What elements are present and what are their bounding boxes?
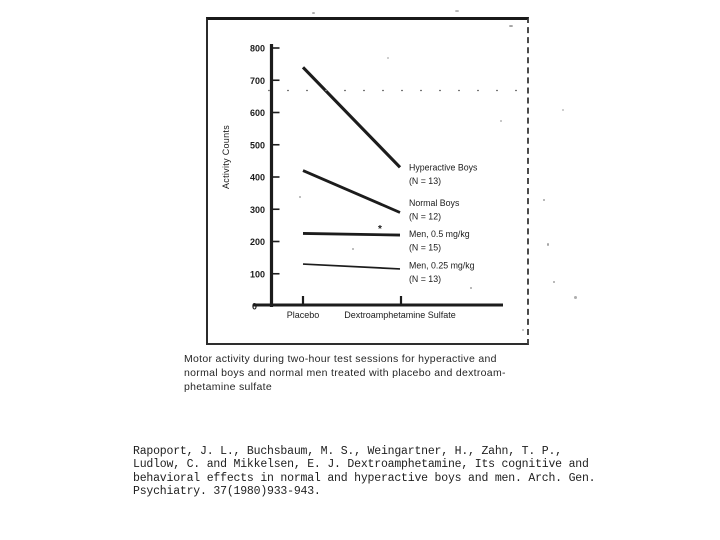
y-tick-label: 700 (249, 75, 265, 86)
y-tick-label: 800 (249, 43, 265, 54)
y-tick-label: 400 (249, 172, 265, 183)
y-tick-label: 100 (249, 269, 265, 280)
y-tick-label: 300 (249, 204, 265, 215)
y-tick-label: 600 (249, 108, 265, 118)
citation-line-1: Rapoport, J. L., Buchsbaum, M. S., Weingartner, H., Zahn, T. P., (133, 445, 562, 458)
series-line (303, 67, 400, 167)
series-line (303, 233, 400, 235)
series-label-n: (N = 12) (409, 211, 442, 222)
y-tick-label: 500 (249, 140, 265, 151)
y-tick-label: 0 (251, 301, 257, 312)
citation-line-2: Ludlow, C. and Mikkelsen, E. J. Dextroamphetamine, Its cognitive and (133, 458, 589, 472)
series-label-name: Normal Boys (409, 197, 460, 208)
series-label-name: Men, 0.25 mg/kg (409, 260, 475, 271)
y-tick-label: 200 (249, 237, 265, 247)
series-label-n: (N = 13) (409, 175, 442, 186)
series-line (303, 171, 400, 213)
y-axis-title: Activity Counts (221, 124, 231, 190)
figure-caption (184, 353, 554, 394)
reference-citation (133, 445, 603, 499)
citation-line-3: behavioral effects in normal and hyperactive boys and men. Arch. Gen. (133, 471, 596, 485)
series-label-name: Men, 0.5 mg/kg (409, 229, 470, 240)
series-label-n: (N = 13) (409, 273, 442, 284)
figure-caption-line-1: Motor activity during two-hour test sessions for hyperactive and (184, 353, 497, 365)
series-label-name: Hyperactive Boys (409, 162, 478, 173)
x-category-label: Dextroamphetamine Sulfate (344, 310, 456, 320)
x-category-label: Placebo (286, 310, 320, 320)
figure-caption-line-3: phetamine sulfate (184, 380, 272, 393)
significance-asterisk: * (378, 224, 382, 235)
series-label-n: (N = 15) (409, 242, 442, 253)
series-line (303, 264, 400, 269)
figure-caption-line-2: normal boys and normal men treated with placebo and dextroam- (184, 366, 506, 379)
citation-line-4: Psychiatry. 37(1980)933-943. (133, 485, 321, 499)
